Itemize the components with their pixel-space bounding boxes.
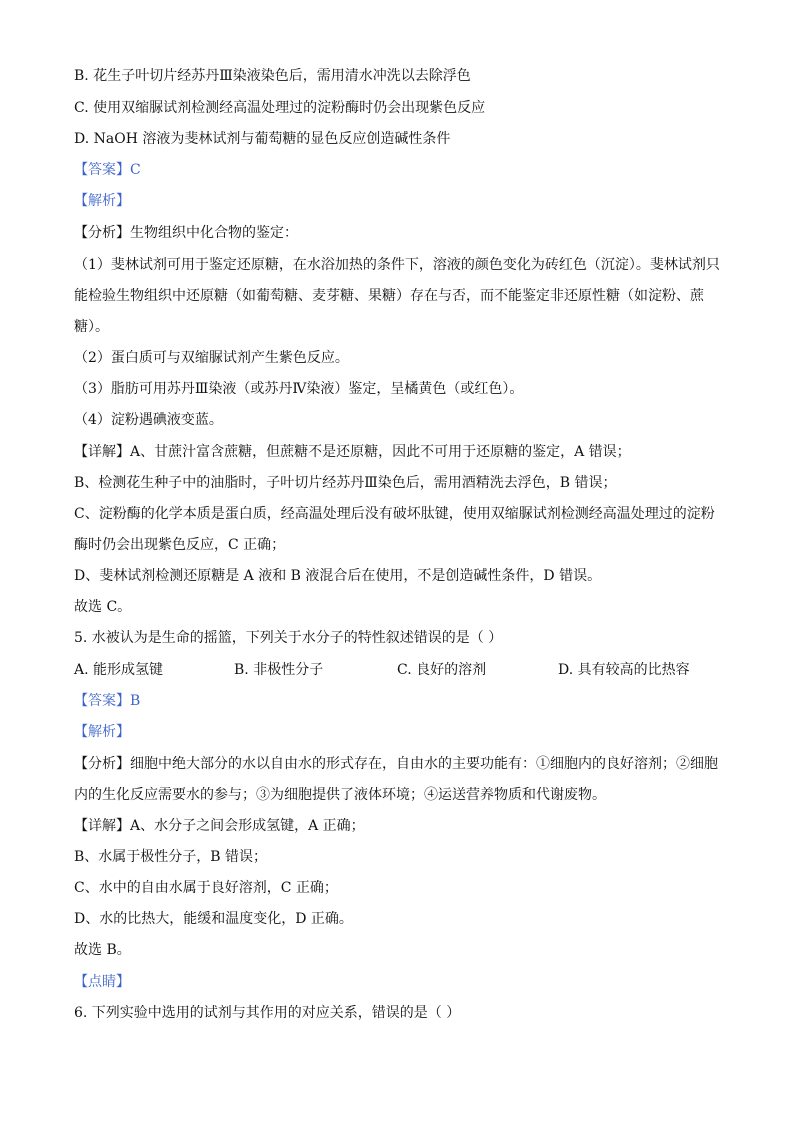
answer-label: 【答案】C	[74, 162, 141, 178]
analysis-item-3: （3）脂肪可用苏丹Ⅲ染液（或苏丹Ⅳ染液）鉴定，呈橘黄色（或红色）。	[74, 381, 524, 397]
detail-a: 【详解】A、甘蔗汁富含蔗糖，但蔗糖不是还原糖，因此不可用于还原糖的鉴定，A 错误；	[74, 444, 631, 460]
analysis-label-5: 【解析】	[74, 724, 130, 740]
detail-d: D、斐林试剂检测还原糖是 A 液和 B 液混合后在使用，不是创造碱性条件，D 错误。	[74, 568, 602, 584]
detail-c-1: C、淀粉酶的化学本质是蛋白质，经高温处理后没有破坏肽键，使用双缩脲试剂检测经高温处理过的淀粉	[74, 506, 715, 522]
detail-c-2: 酶时仍会出现紫色反应，C 正确；	[74, 537, 286, 553]
analysis-5-b: 内的生化反应需要水的参与；③为细胞提供了液体环境；④运送营养物质和代谢废物。	[74, 787, 606, 803]
q5-option-b: B. 非极性分子	[234, 662, 324, 678]
analysis-item-1c: 糖）。	[74, 319, 109, 335]
conclusion-5: 故选 B。	[74, 942, 131, 958]
analysis-intro: 【分析】生物组织中化合物的鉴定：	[74, 225, 298, 241]
q5-option-a: A. 能形成氢键	[74, 662, 164, 678]
analysis-item-1b: 能检验生物组织中还原糖（如葡萄糖、麦芽糖、果糖）存在与否，而不能鉴定非还原性糖（如淀粉、蔗	[74, 288, 704, 304]
option-b-text: B. 花生子叶切片经苏丹Ⅲ染液染色后，需用清水冲洗以去除浮色	[74, 68, 471, 84]
detail-5-a: 【详解】A、水分子之间会形成氢键，A 正确；	[74, 818, 365, 834]
q5-option-d: D. 具有较高的比热容	[558, 662, 690, 678]
analysis-item-4: （4）淀粉遇碘液变蓝。	[74, 412, 223, 428]
detail-5-b: B、水属于极性分子，B 错误；	[74, 849, 268, 865]
answer-label-5: 【答案】B	[74, 693, 141, 709]
analysis-5-a: 【分析】细胞中绝大部分的水以自由水的形式存在，自由水的主要功能有：①细胞内的良好溶剂；②细胞	[74, 756, 718, 772]
q5-option-c: C. 良好的溶剂	[397, 662, 487, 678]
detail-5-d: D、水的比热大，能缓和温度变化，D 正确。	[74, 911, 353, 927]
analysis-item-2: （2）蛋白质可与双缩脲试剂产生紫色反应。	[74, 350, 349, 366]
conclusion-4: 故选 C。	[74, 599, 132, 615]
detail-b: B、检测花生种子中的油脂时，子叶切片经苏丹Ⅲ染色后，需用酒精洗去浮色，B 错误；	[74, 475, 617, 491]
option-c-text: C. 使用双缩脲试剂检测经高温处理过的淀粉酶时仍会出现紫色反应	[74, 100, 486, 116]
option-d-text: D. NaOH 溶液为斐林试剂与葡萄糖的显色反应创造碱性条件	[74, 131, 451, 147]
question-5: 5. 水被认为是生命的摇篮，下列关于水分子的特性叙述错误的是（ ）	[74, 630, 503, 646]
question-6: 6. 下列实验中选用的试剂与其作用的对应关系，错误的是（ ）	[74, 1005, 461, 1021]
analysis-label: 【解析】	[74, 193, 130, 209]
comment-label: 【点睛】	[74, 974, 130, 990]
detail-5-c: C、水中的自由水属于良好溶剂，C 正确；	[74, 880, 338, 896]
analysis-item-1a: （1）斐林试剂可用于鉴定还原糖，在水浴加热的条件下，溶液的颜色变化为砖红色（沉淀）。斐林试剂只	[74, 257, 720, 273]
